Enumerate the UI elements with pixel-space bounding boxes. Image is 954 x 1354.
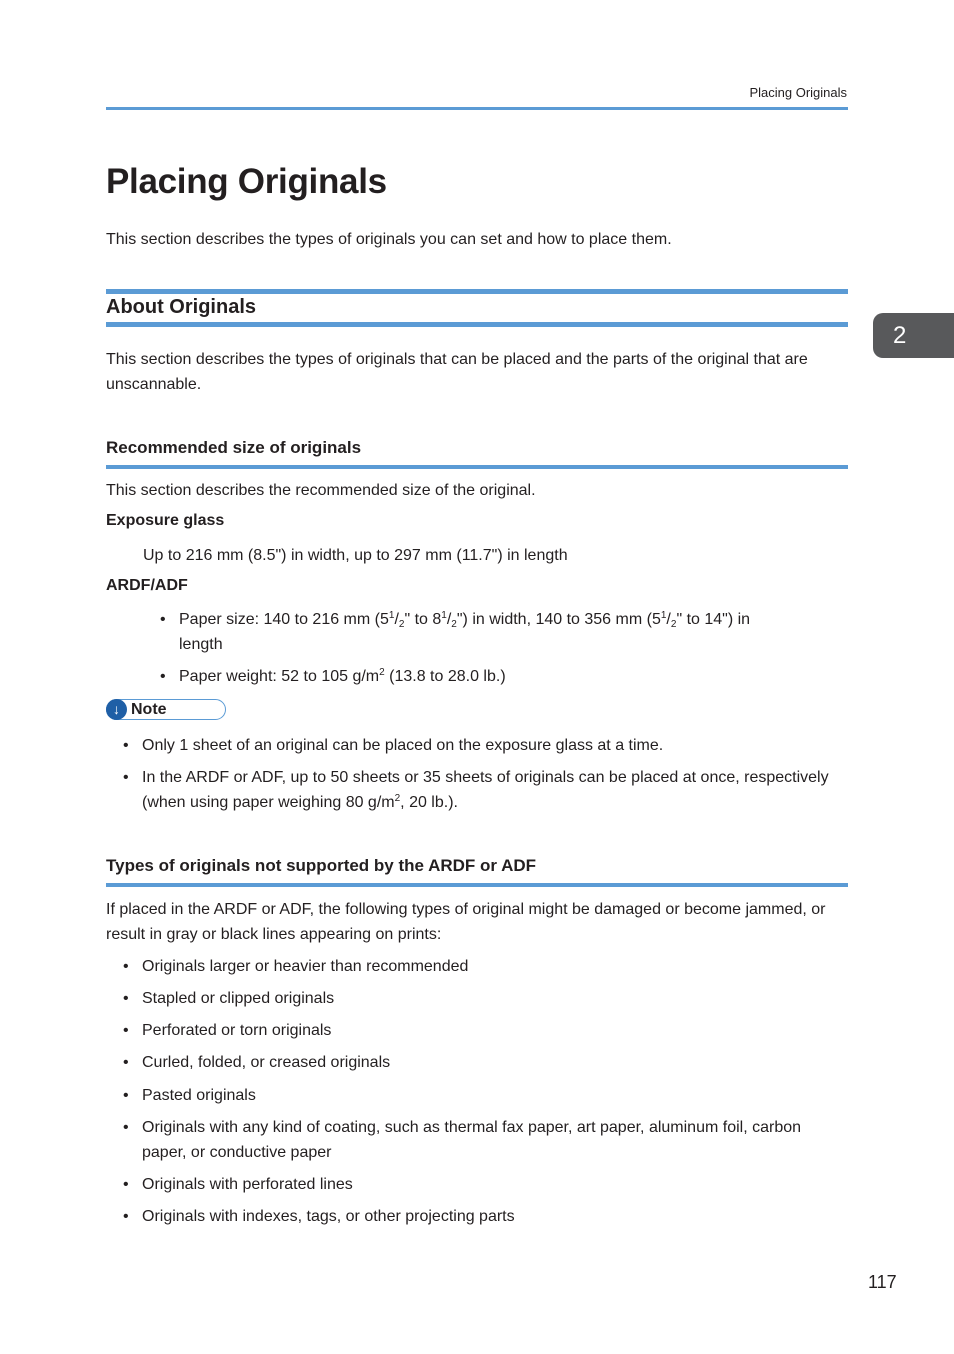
list-item <box>160 607 850 657</box>
bullet-glyph: • <box>123 1054 129 1071</box>
bullet-glyph: • <box>123 1119 129 1136</box>
bullet-glyph: • <box>123 1022 129 1039</box>
note-label: Note <box>131 701 167 718</box>
intro-paragraph: This section describes the types of originals you can set and how to place them. <box>106 231 672 248</box>
bullet-glyph: • <box>123 990 129 1007</box>
bullet-glyph: • <box>160 668 166 685</box>
bullet-glyph: • <box>123 1208 129 1225</box>
paper-size-text: Paper size: 140 to 216 mm ($5^1/_2$" to $8^1/_2$") in width, 140 to 356 mm ($5^1/_2$" to 14") in length <box>179 610 751 653</box>
exposure-glass-label: Exposure glass <box>106 512 225 529</box>
list-item: • Pasted originals <box>123 1083 843 1108</box>
subsection-rule <box>106 465 848 469</box>
bullet-glyph: • <box>160 611 166 628</box>
ardf-label: ARDF/ADF <box>106 577 188 594</box>
bullet-glyph: • <box>123 958 129 975</box>
list-item: • Stapled or clipped originals <box>123 986 843 1011</box>
exposure-glass-text: Up to 216 mm (8.5") in width, up to 297 mm (11.7") in length <box>143 547 568 564</box>
chapter-tab: 2 <box>873 313 954 358</box>
list-item: • Originals with any kind of coating, such as thermal fax paper, art paper, aluminum foil, carbon paper, or conductive paper <box>123 1115 848 1165</box>
page-number: 117 <box>868 1272 897 1292</box>
subsection-heading-recommended: Recommended size of originals <box>106 438 362 457</box>
bullet-glyph: • <box>123 737 129 754</box>
list-item <box>123 765 848 815</box>
recommended-paragraph: This section describes the recommended size of the original. <box>106 482 536 499</box>
list-item <box>123 733 843 758</box>
bullet-glyph: • <box>123 1176 129 1193</box>
bullet-glyph: • <box>123 1087 129 1104</box>
section-rule-bottom <box>106 322 848 327</box>
list-item <box>160 664 850 689</box>
note-item-text: In the ARDF or ADF, up to 50 sheets or 35 sheets of originals can be placed at once, respectively (when using paper weighing 80 $g/m^2$, 20 lb.). <box>142 769 829 811</box>
subsection-rule <box>106 883 848 887</box>
list-item: • Originals with perforated lines <box>123 1172 843 1197</box>
bullet-glyph: • <box>123 769 129 786</box>
running-header: Placing Originals <box>749 85 847 100</box>
list-item: • Originals larger or heavier than recommended <box>123 954 843 979</box>
list-item: • Originals with indexes, tags, or other projecting parts <box>123 1204 843 1229</box>
list-item: • Perforated or torn originals <box>123 1018 843 1043</box>
section-heading-about: About Originals <box>106 296 256 318</box>
arrow-down-icon: ↓ <box>106 699 127 720</box>
note-item-text: Only 1 sheet of an original can be placed on the exposure glass at a time. <box>142 737 664 754</box>
unsupported-paragraph: If placed in the ARDF or ADF, the following types of original might be damaged or become jammed, or result in gray or black lines appearing on prints: <box>106 901 826 943</box>
list-item: • Curled, folded, or creased originals <box>123 1050 843 1075</box>
header-rule <box>106 107 848 110</box>
about-paragraph: This section describes the types of originals that can be placed and the parts of the original that are unscannable. <box>106 351 808 393</box>
subsection-heading-unsupported: Types of originals not supported by the ARDF or ADF <box>106 856 537 875</box>
page-title: Placing Originals <box>106 162 387 201</box>
note-badge <box>106 699 226 720</box>
paper-weight-text: Paper weight: 52 to 105 $g/m^2$ (13.8 to 28.0 lb.) <box>179 667 506 685</box>
